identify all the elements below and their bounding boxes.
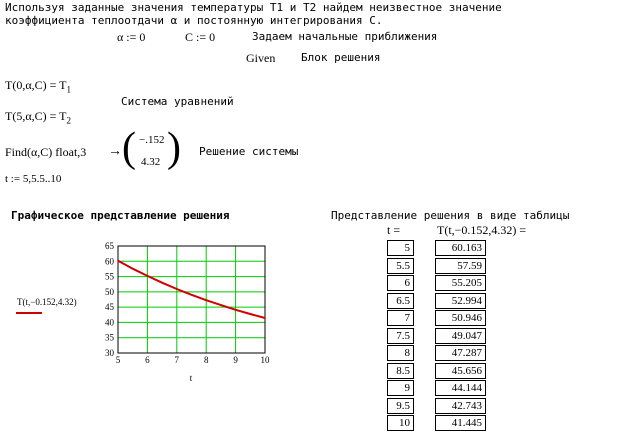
y-tick-label: 30 — [105, 348, 114, 358]
t-cell: 5.5 — [387, 258, 414, 274]
data-point — [176, 288, 178, 290]
line-chart[interactable] — [95, 238, 275, 388]
y-tick-label: 35 — [105, 332, 114, 343]
x-tick-label: 5 — [115, 355, 121, 365]
plot-frame — [118, 246, 265, 353]
value-cell: 47.287 — [435, 345, 486, 361]
y-tick-label: 50 — [105, 286, 114, 297]
t-cell: 5 — [387, 240, 414, 256]
right-paren-icon: ) — [167, 125, 181, 171]
data-point — [235, 309, 237, 311]
value-cell: 60.163 — [435, 240, 486, 256]
range-definition[interactable]: t := 5,5.5..10 — [5, 173, 62, 185]
left-paren-icon: ( — [122, 125, 136, 171]
init-comment: Задаем начальные приближения — [252, 30, 438, 43]
equation-1-subscript: 1 — [66, 84, 71, 95]
given-comment: Блок решения — [301, 51, 381, 64]
value-cell: 41.445 — [435, 415, 486, 431]
y-tick-label: 45 — [105, 302, 114, 313]
series-line — [118, 261, 265, 318]
equations-comment: Система уравнений — [121, 95, 234, 108]
value-cell: 44.144 — [435, 380, 486, 396]
y-tick-label: 65 — [105, 241, 114, 251]
value-cell: 50.946 — [435, 310, 486, 326]
value-cell: 57.59 — [435, 258, 486, 274]
equation-2-subscript: 2 — [66, 115, 71, 126]
find-comment: Решение системы — [199, 145, 299, 158]
t-cell: 6 — [387, 275, 414, 291]
equation-2[interactable] — [5, 109, 71, 125]
find-result-1: −.152 — [139, 134, 165, 146]
data-point — [161, 282, 163, 284]
t-cell: 6.5 — [387, 293, 414, 309]
value-cell: 45.656 — [435, 363, 486, 379]
x-tick-label: 10 — [260, 355, 270, 365]
x-axis-label: t — [189, 373, 193, 383]
value-column-header: T(t,−0.152,4.32) = — [437, 223, 527, 237]
y-tick-label: 60 — [105, 256, 114, 267]
value-cell: 55.205 — [435, 275, 486, 291]
data-point — [132, 268, 134, 270]
t-cell: 7 — [387, 310, 414, 326]
alpha-init[interactable]: α := 0 — [117, 30, 146, 44]
t-column-header: t = — [387, 223, 401, 237]
t-cell: 9 — [387, 380, 414, 396]
graph-title: Графическое представление решения — [11, 209, 230, 222]
x-tick-label: 8 — [203, 355, 209, 365]
data-point — [220, 304, 222, 306]
intro-line-2: коэффициента теплоотдачи α и постоянную интегрирования С. — [5, 14, 383, 27]
given-keyword[interactable]: Given — [246, 51, 276, 65]
intro-line-1: Используя заданные значения температуры Т1 и Т2 найдем неизвестное значение — [5, 1, 502, 14]
value-cell: 42.743 — [435, 398, 486, 414]
t-cell: 9.5 — [387, 398, 414, 414]
symbolic-arrow-icon: → — [108, 144, 122, 159]
t-cell: 10 — [387, 415, 414, 431]
graph-ylabel: T(t,−0.152,4.32) — [17, 297, 77, 307]
c-init[interactable]: C := 0 — [185, 30, 216, 44]
x-tick-label: 9 — [233, 355, 238, 365]
x-tick-label: 7 — [174, 355, 180, 365]
y-tick-label: 55 — [105, 271, 114, 282]
t-cell: 8.5 — [387, 363, 414, 379]
data-point — [264, 317, 266, 319]
t-cell: 8 — [387, 345, 414, 361]
data-point — [250, 313, 252, 315]
data-point — [117, 260, 119, 262]
equation-1-text: T(0,α,C) = T — [5, 78, 67, 92]
data-point — [205, 299, 207, 301]
table-title: Представление решения в виде таблицы — [331, 209, 570, 222]
t-cell: 7.5 — [387, 328, 414, 344]
data-point — [191, 294, 193, 296]
data-point — [147, 275, 149, 277]
value-cell: 52.994 — [435, 293, 486, 309]
equation-1[interactable] — [5, 78, 71, 94]
find-expression[interactable]: Find(α,C) float,3 — [5, 145, 87, 159]
x-tick-label: 6 — [145, 355, 150, 365]
equation-2-text: T(5,α,C) = T — [5, 109, 67, 123]
legend-line — [16, 312, 42, 314]
find-result-2: 4.32 — [141, 156, 161, 168]
y-tick-label: 40 — [105, 317, 114, 328]
value-cell: 49.047 — [435, 328, 486, 344]
